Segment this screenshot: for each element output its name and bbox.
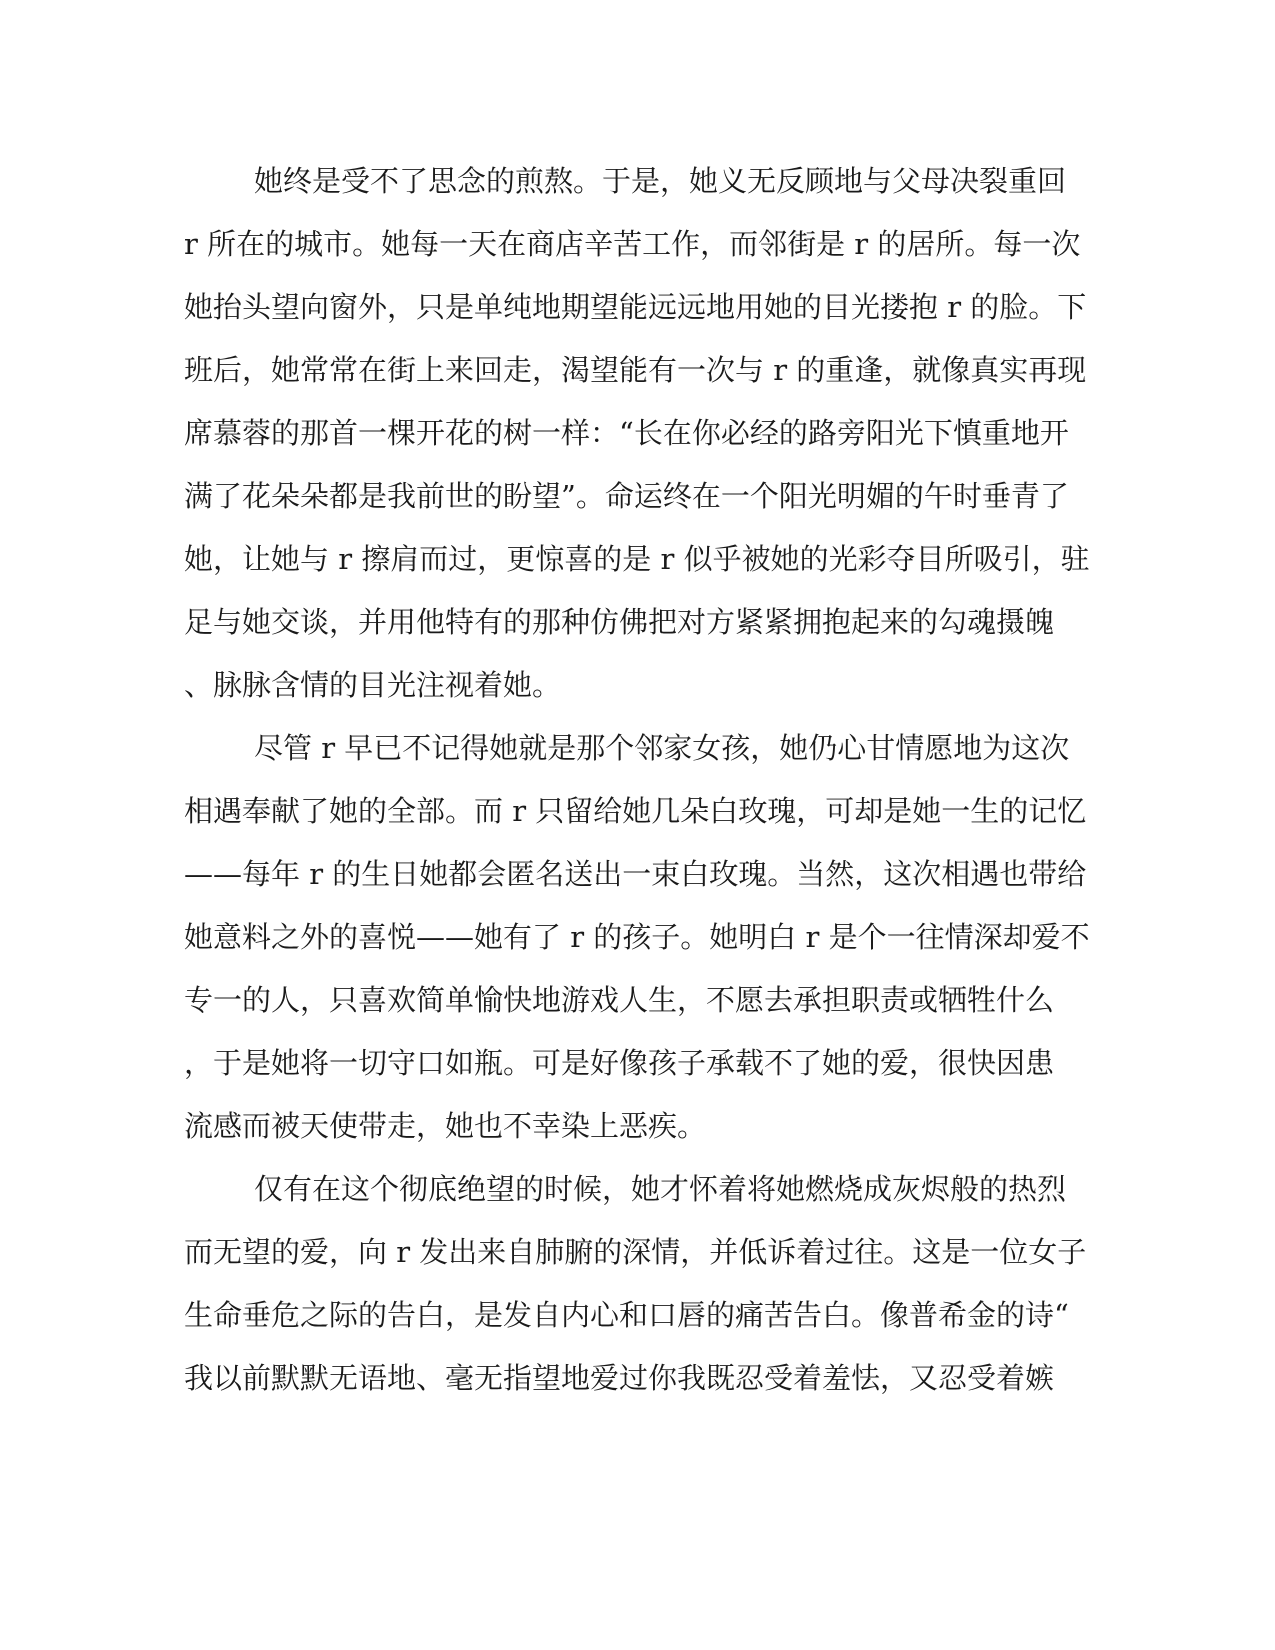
text-line: 她，让她与 r 擦肩而过，更惊喜的是 r 似乎被她的光彩夺目所吸引，驻 — [184, 542, 1090, 576]
text-line: r 所在的城市。她每一天在商店辛苦工作，而邻街是 r 的居所。每一次 — [184, 227, 1081, 261]
text-line: 班后，她常常在街上来回走，渴望能有一次与 r 的重逢，就像真实再现 — [184, 353, 1087, 387]
body-text — [184, 161, 1090, 1421]
text-line: 她意料之外的喜悦——她有了 r 的孩子。她明白 r 是个一往情深却爱不 — [184, 920, 1090, 954]
text-line: 席慕蓉的那首一棵开花的树一样：“长在你必经的路旁阳光下慎重地开 — [184, 416, 1069, 450]
text-line: 流感而被天使带走，她也不幸染上恶疾。 — [184, 1109, 707, 1143]
text-line: 满了花朵朵都是我前世的盼望”。命运终在一个阳光明媚的午时垂青了 — [184, 479, 1069, 513]
text-line: ——每年 r 的生日她都会匿名送出一束白玫瑰。当然，这次相遇也带给 — [184, 857, 1087, 891]
text-line: 专一的人，只喜欢简单愉快地游戏人生，不愿去承担职责或牺牲什么 — [184, 983, 1055, 1017]
text-line: 仅有在这个彻底绝望的时候，她才怀着将她燃烧成灰烬般的热烈 — [254, 1172, 1067, 1206]
text-line: 她终是受不了思念的煎熬。于是，她义无反顾地与父母决裂重回 — [254, 164, 1067, 198]
text-line: 她抬头望向窗外，只是单纯地期望能远远地用她的目光搂抱 r 的脸。下 — [184, 290, 1087, 324]
text-line: 、脉脉含情的目光注视着她。 — [184, 668, 562, 702]
text-line: 而无望的爱，向 r 发出来自肺腑的深情，并低诉着过往。这是一位女子 — [184, 1235, 1087, 1269]
text-line: 相遇奉献了她的全部。而 r 只留给她几朵白玫瑰，可却是她一生的记忆 — [184, 794, 1087, 828]
text-line: 尽管 r 早已不记得她就是那个邻家女孩，她仍心甘情愿地为这次 — [254, 731, 1070, 765]
text-line: 生命垂危之际的告白，是发自内心和口唇的痛苦告白。像普希金的诗“ — [184, 1298, 1069, 1332]
text-line: ，于是她将一切守口如瓶。可是好像孩子承载不了她的爱，很快因患 — [184, 1046, 1055, 1080]
text-line: 足与她交谈，并用他特有的那种仿佛把对方紧紧拥抱起来的勾魂摄魄 — [184, 605, 1055, 639]
text-line: 我以前默默无语地、毫无指望地爱过你我既忍受着羞怯，又忍受着嫉 — [184, 1361, 1055, 1395]
